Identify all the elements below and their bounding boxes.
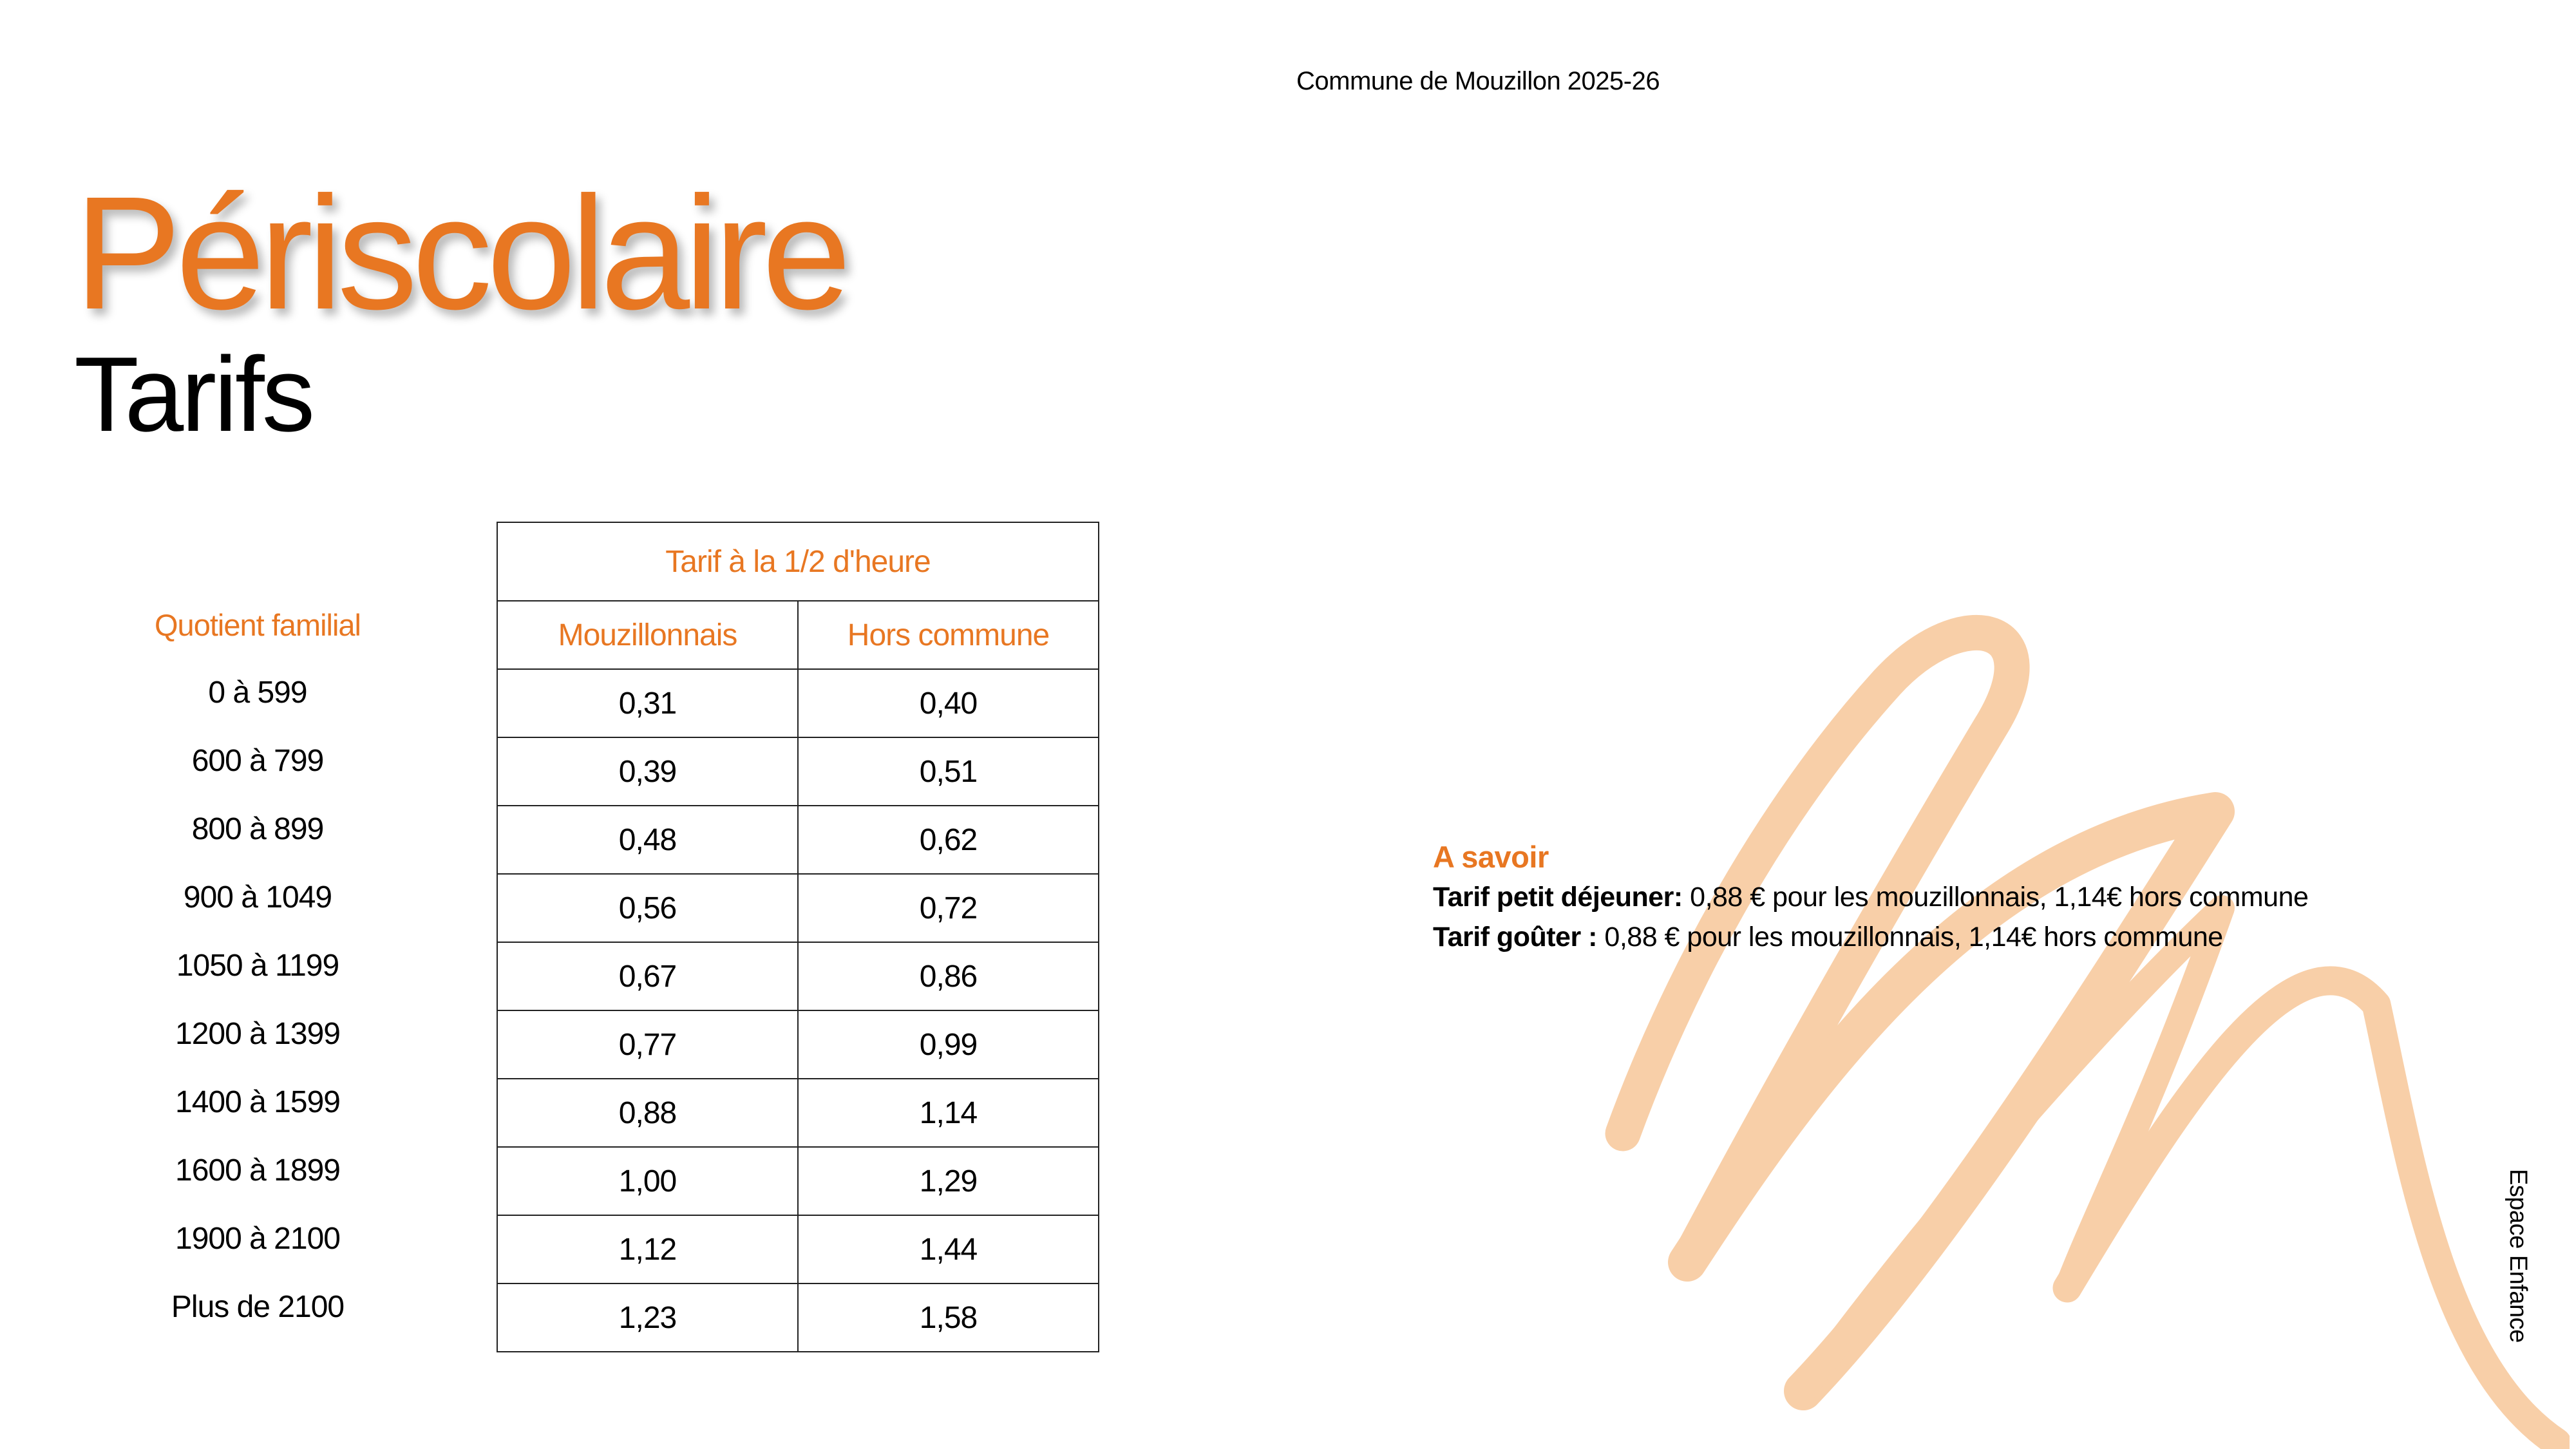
quotient-familial-label: 0 à 599 bbox=[208, 676, 307, 710]
column-header-hors-commune: Hors commune bbox=[798, 601, 1099, 669]
document-header: Commune de Mouzillon 2025-26 bbox=[1296, 67, 1660, 95]
mouzillon-m-logo-icon bbox=[1604, 605, 2570, 1449]
side-label: Espace Enfance bbox=[2505, 1169, 2532, 1343]
table-row bbox=[497, 942, 1099, 1010]
rate-mouzillonnais: 0,67 bbox=[497, 942, 798, 1010]
rate-mouzillonnais: 0,56 bbox=[497, 874, 798, 942]
table-row bbox=[497, 1283, 1099, 1352]
info-line-petit-dejeuner bbox=[1433, 877, 2308, 917]
table-row bbox=[497, 1079, 1099, 1147]
rate-hors-commune: 1,44 bbox=[798, 1215, 1099, 1283]
rate-mouzillonnais: 0,77 bbox=[497, 1010, 798, 1079]
quotient-familial-header: Quotient familial bbox=[155, 608, 361, 642]
rate-hors-commune: 1,14 bbox=[798, 1079, 1099, 1147]
table-row bbox=[497, 806, 1099, 874]
info-label: Tarif petit déjeuner: bbox=[1433, 882, 1683, 913]
quotient-familial-label: 900 à 1049 bbox=[183, 880, 332, 914]
rate-hors-commune: 1,29 bbox=[798, 1147, 1099, 1215]
quotient-familial-label: 1600 à 1899 bbox=[175, 1153, 340, 1188]
table-row bbox=[497, 669, 1099, 737]
rates-table bbox=[497, 522, 1099, 1352]
column-header-mouzillonnais: Mouzillonnais bbox=[497, 601, 798, 669]
rate-mouzillonnais: 1,12 bbox=[497, 1215, 798, 1283]
quotient-familial-label: 1400 à 1599 bbox=[175, 1085, 340, 1119]
rate-hors-commune: 1,58 bbox=[798, 1283, 1099, 1352]
table-column-header-row bbox=[497, 601, 1099, 669]
rate-hors-commune: 0,99 bbox=[798, 1010, 1099, 1079]
rate-mouzillonnais: 1,00 bbox=[497, 1147, 798, 1215]
page-title: Périscolaire bbox=[74, 163, 846, 343]
info-heading: A savoir bbox=[1433, 840, 1549, 874]
tarif-group-header: Tarif à la 1/2 d'heure bbox=[497, 522, 1099, 601]
rate-hors-commune: 0,40 bbox=[798, 669, 1099, 737]
quotient-familial-label: 800 à 899 bbox=[191, 812, 324, 846]
table-row bbox=[497, 1147, 1099, 1215]
info-text: 0,88 € pour les mouzillonnais, 1,14€ hors commune bbox=[1596, 922, 2223, 952]
quotient-familial-label: Plus de 2100 bbox=[171, 1290, 345, 1324]
info-text: 0,88 € pour les mouzillonnais, 1,14€ hors commune bbox=[1682, 882, 2309, 913]
table-row bbox=[497, 1215, 1099, 1283]
rate-hors-commune: 0,62 bbox=[798, 806, 1099, 874]
table-group-header-row bbox=[497, 522, 1099, 601]
page-subtitle: Tarifs bbox=[74, 335, 313, 453]
rate-mouzillonnais: 0,31 bbox=[497, 669, 798, 737]
quotient-familial-label: 600 à 799 bbox=[191, 744, 324, 778]
quotient-familial-label: 1900 à 2100 bbox=[175, 1222, 340, 1256]
quotient-familial-label: 1050 à 1199 bbox=[176, 949, 339, 983]
table-row bbox=[497, 1010, 1099, 1079]
quotient-familial-label: 1200 à 1399 bbox=[175, 1017, 340, 1051]
table-row bbox=[497, 737, 1099, 806]
info-label: Tarif goûter : bbox=[1433, 922, 1597, 952]
info-section bbox=[1433, 837, 2308, 957]
rate-hors-commune: 0,72 bbox=[798, 874, 1099, 942]
rate-mouzillonnais: 1,23 bbox=[497, 1283, 798, 1352]
rate-hors-commune: 0,51 bbox=[798, 737, 1099, 806]
rate-mouzillonnais: 0,39 bbox=[497, 737, 798, 806]
info-line-gouter bbox=[1433, 917, 2308, 957]
table-row bbox=[497, 874, 1099, 942]
rate-hors-commune: 0,86 bbox=[798, 942, 1099, 1010]
rate-mouzillonnais: 0,88 bbox=[497, 1079, 798, 1147]
rate-mouzillonnais: 0,48 bbox=[497, 806, 798, 874]
